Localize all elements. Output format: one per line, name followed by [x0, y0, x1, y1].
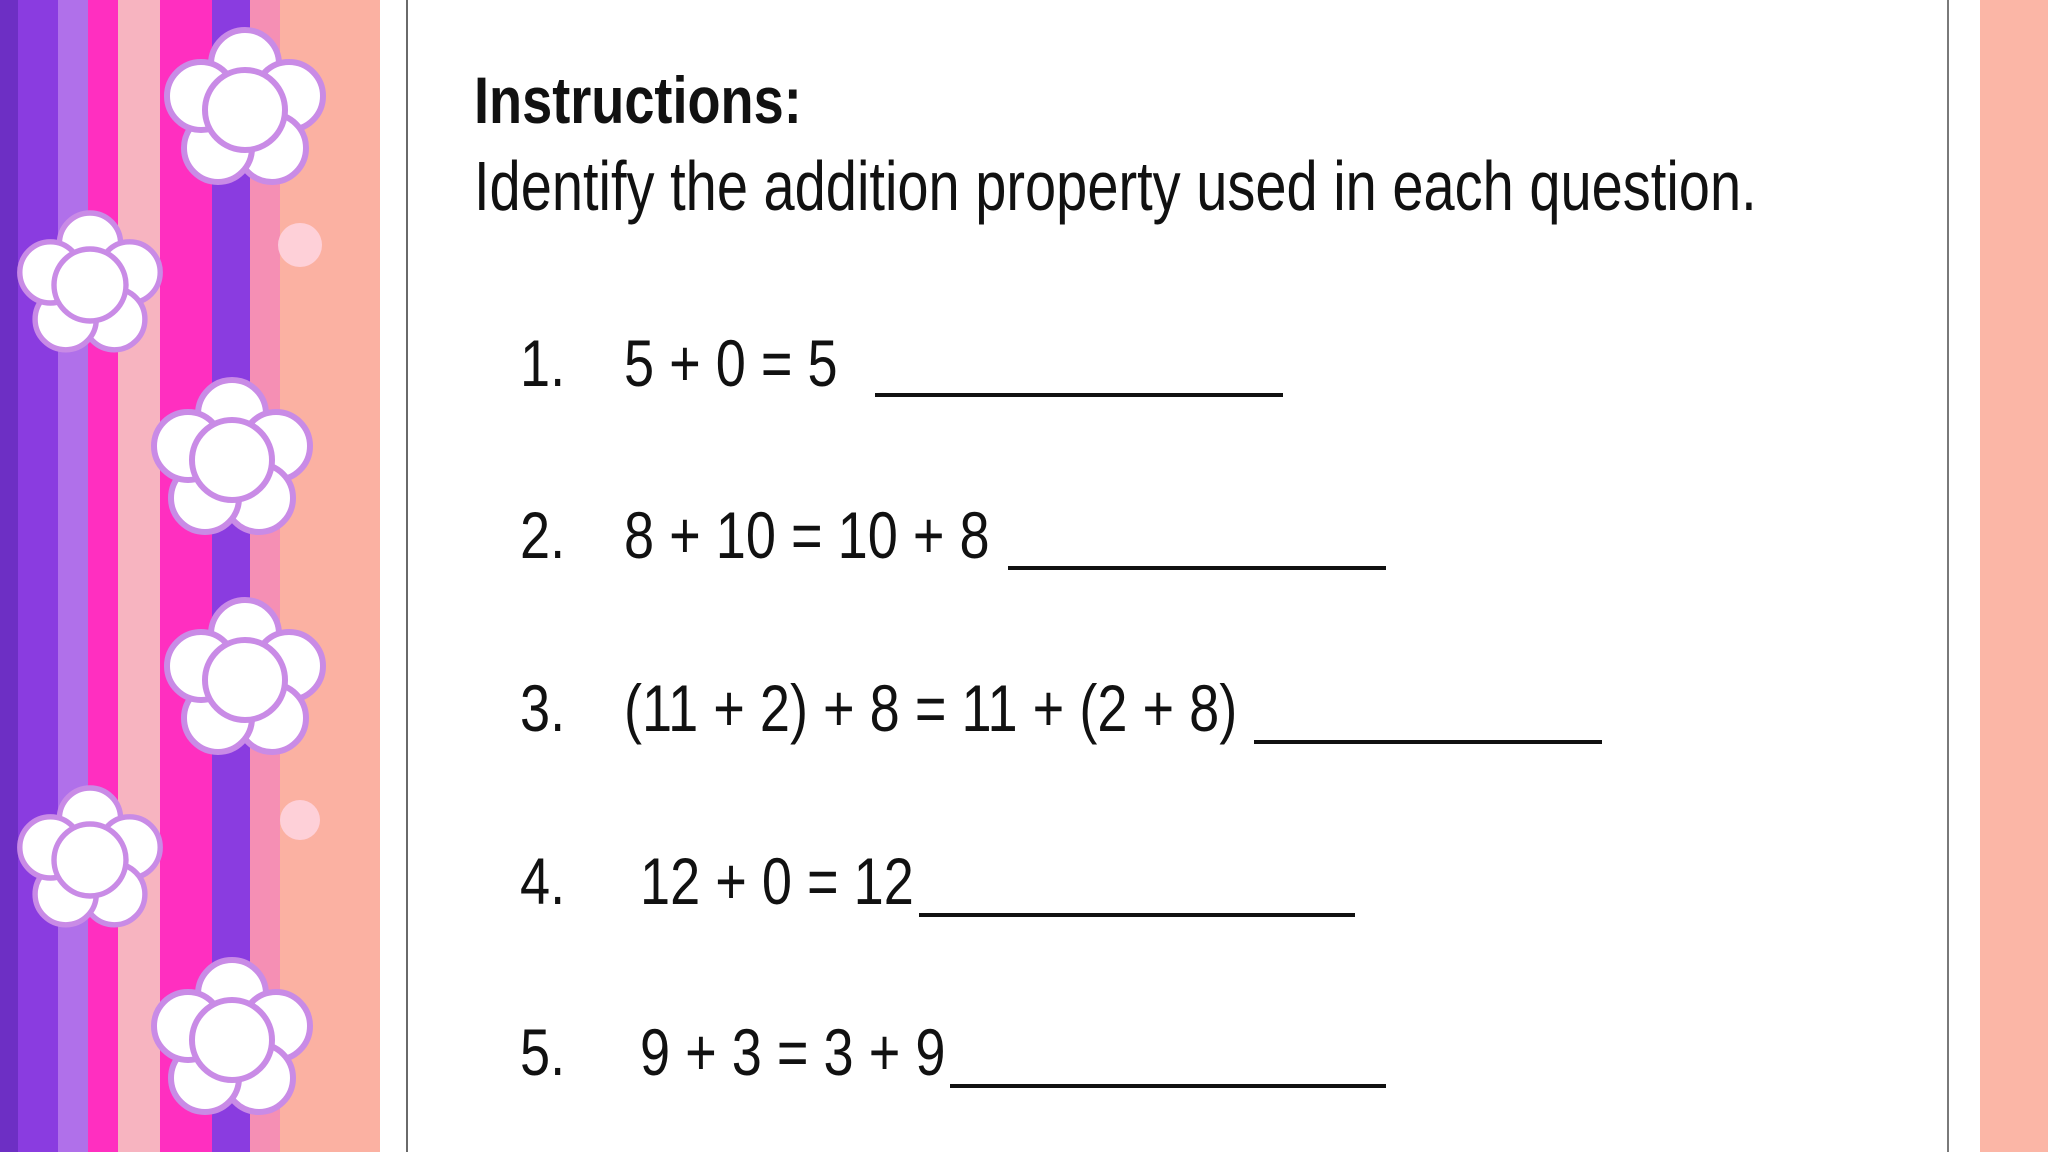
instructions-title: Instructions:: [474, 63, 802, 137]
question-number: 2.: [520, 498, 566, 572]
answer-blank-1[interactable]: [875, 393, 1283, 397]
answer-blank-2[interactable]: [1008, 566, 1386, 570]
question-number: 4.: [520, 844, 566, 918]
answer-blank-3[interactable]: [1254, 740, 1602, 744]
question-number: 3.: [520, 671, 566, 745]
question-expression: 12 + 0 = 12: [640, 844, 914, 918]
question-expression: (11 + 2) + 8 = 11 + (2 + 8): [624, 671, 1238, 745]
instructions-text: Identify the addition property used in each question.: [474, 147, 1757, 225]
answer-blank-4[interactable]: [919, 913, 1355, 917]
question-expression: 8 + 10 = 10 + 8: [624, 498, 990, 572]
striped-flower-border: [0, 0, 380, 1152]
question-number: 5.: [520, 1015, 566, 1089]
decorative-border-left: [0, 0, 380, 1152]
question-number: 1.: [520, 326, 566, 400]
answer-blank-5[interactable]: [950, 1084, 1386, 1088]
question-expression: 5 + 0 = 5: [624, 326, 838, 400]
page-edge-left: [406, 0, 408, 1152]
decorative-border-right: [1980, 0, 2048, 1152]
page-edge-right: [1947, 0, 1949, 1152]
question-expression: 9 + 3 = 3 + 9: [640, 1015, 946, 1089]
